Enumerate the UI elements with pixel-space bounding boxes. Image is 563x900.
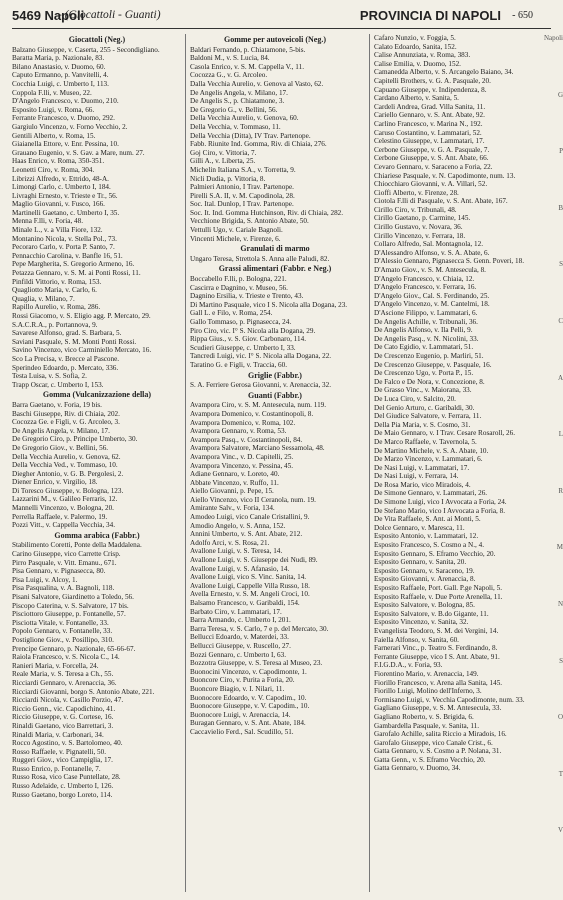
directory-entry: Russo Gaetano, borgo Loreto, 114. bbox=[12, 790, 113, 799]
directory-entry: Chiocchiaro Giovanni, v. A. Villari, 52. bbox=[374, 180, 488, 189]
directory-entry: Avella Ernesto, v. S. M. Angeli Croci, 10. bbox=[190, 590, 310, 599]
directory-entry: De Rosa Mario, vico Miradois, 4. bbox=[374, 480, 471, 489]
directory-entry: Pecoraro Carlo, v. Porta P. Santo, 7. bbox=[12, 243, 115, 252]
directory-entry: D'Alessio Gennaro, Pignasecca S. Genn. Poveri, 18. bbox=[374, 257, 525, 266]
directory-entry: Dalla Vecchia Aurelio, v. Genova al Vasto, 62. bbox=[190, 79, 324, 88]
directory-entry: Aiello Vincenzo, vico II Ceranola, num. 19. bbox=[190, 495, 316, 504]
directory-entry: Del Giudice Salvatore, v. Ferrara, 11. bbox=[374, 412, 482, 421]
directory-entry: Russo Enrico, p. Fontanelle, 7. bbox=[12, 764, 101, 773]
margin-fragment: S bbox=[559, 260, 563, 269]
directory-entry: Montanino Nicola, v. Stella Pol., 73. bbox=[12, 234, 117, 243]
directory-entry: Pirelli S.A. II, v. M. Capodinola, 28. bbox=[190, 191, 295, 200]
directory-entry: Rosso Raffaele, v. Pignatelli, 50. bbox=[12, 747, 107, 756]
directory-entry: D'Angelo Francesco, v. Chiaia, 12. bbox=[374, 274, 475, 283]
directory-entry: Cardano Alberto, v. Sanita, 5. bbox=[374, 94, 459, 103]
column-3 bbox=[374, 34, 534, 894]
directory-entry: Balsamo Francesco, v. Garibaldi, 154. bbox=[190, 599, 300, 607]
directory-entry: Cariello Gennaro, v. S. Ant. Abate, 92. bbox=[374, 111, 485, 120]
directory-entry: Carlino Francesco, v. Marina N., 192. bbox=[374, 119, 483, 128]
directory-entry: De Angelis Angela, v. Milano, 17. bbox=[190, 88, 288, 97]
directory-entry: Bozzi Gennaro, c. Umberto I, 63. bbox=[190, 650, 287, 659]
margin-fragment: A bbox=[557, 373, 563, 382]
directory-entry: De Falco e De Nora, v. Concezione, 8. bbox=[374, 377, 485, 386]
directory-entry: Grauano Eugenio, v. S. Gav. a Mare, num. 27. bbox=[12, 148, 145, 157]
directory-entry: Avampora Domenico, v. Roma, 102. bbox=[190, 418, 296, 427]
directory-entry: Bilano Anastasio, v. Duomo, 60. bbox=[12, 62, 106, 71]
directory-entry: Vincenti Michele, v. Firenze, 6. bbox=[190, 234, 281, 243]
directory-entry: Buoncore Biagio, v. I. Nilari, 11. bbox=[190, 684, 285, 693]
section-heading: Gomma (Vulcanizzazione della) bbox=[42, 390, 152, 400]
directory-entry: Esposito Vincenzo, v. Sanita, 32. bbox=[374, 618, 469, 627]
directory-entry: Esposito Antonio, v. Lammatari, 12. bbox=[374, 532, 479, 541]
directory-entry: Pisciotta Vitale, v. Fontanelle, 33. bbox=[12, 618, 109, 627]
province-title: PROVINCIA DI NAPOLI bbox=[359, 8, 501, 23]
directory-entry: Bellucci Giuseppe, v. Ruscello, 27. bbox=[190, 641, 291, 650]
directory-entry: Gatta Gennaro, v. Duomo, 34. bbox=[374, 764, 461, 773]
directory-entry: Pisa Gennaro, v. Pignasecca, 80. bbox=[12, 567, 106, 576]
directory-entry: Cocozza G., v. G. Arcoleo. bbox=[190, 71, 268, 80]
directory-entry: De Simone Luigi, vico I Avvocata a Foria, 24. bbox=[374, 498, 507, 507]
directory-entry: Della Vecchia Aurelio, v. Genova, 60. bbox=[190, 114, 299, 123]
directory-entry: De Crescenzo Ugo, v. Porta P., 15. bbox=[374, 369, 474, 378]
directory-entry: Esposito Francesco, S. Cosmo a N., 4. bbox=[374, 541, 485, 550]
directory-entry: Esposito Salvatore, v. Bologna, 85. bbox=[374, 601, 475, 610]
directory-entry: Baldoni M., v. S. Lucia, 84. bbox=[190, 54, 270, 63]
directory-entry: De Maio Gennaro, v. I Trav. Cesare Rosaroll, 26. bbox=[374, 429, 515, 438]
directory-entry: Evangelista Teodoro, S. M. dei Vergini, 14. bbox=[374, 626, 499, 635]
directory-entry: Gagliano Giuseppe, v. S. M. Antesecula, 33. bbox=[374, 704, 502, 713]
directory-entry: Ciotola F.lli di Pasquale, v. S. Ant. Abate, 167. bbox=[374, 197, 508, 206]
directory-entry: De Marco Raffaele, v. Tavernola, 5. bbox=[374, 437, 477, 446]
directory-entry: Mannelli Vincenzo, v. Bologna, 20. bbox=[12, 504, 114, 513]
directory-entry: De Angelis Achille, v. Tribunali, 36. bbox=[374, 317, 478, 326]
directory-entry: Bellucci Edoardo, v. Materdei, 33. bbox=[190, 633, 289, 642]
directory-entry: D'Alessandro Alfonso, v. S. A. Abate, 6. bbox=[374, 248, 490, 257]
directory-entry: Celestino Giuseppe, v. Lammatari, 17. bbox=[374, 137, 485, 146]
directory-entry: Esposito Raffaele, v. Due Porte Arenella, 11. bbox=[374, 592, 503, 601]
directory-entry: Amodeo Luigi, vico Canale Cristallini, 9. bbox=[190, 513, 310, 522]
directory-entry: Esposito Salvatore, v. B.do Gigante, 11. bbox=[374, 609, 489, 618]
directory-entry: Librizzi Alfredo, v. Ettrido, 48-A. bbox=[12, 174, 109, 183]
directory-entry: Russo Adelaide, c. Umberto I, 126. bbox=[12, 782, 114, 791]
directory-entry: Baschi Giuseppe, Riv. di Chiaia, 202. bbox=[12, 409, 120, 418]
directory-entry: Gallo Tommaso, p. Pignasecca, 24. bbox=[190, 318, 292, 326]
directory-entry: Stabilimento Coretti, Ponte della Maddalena. bbox=[12, 541, 142, 550]
directory-entry: Avampora Gennaro, v. Roma, 53. bbox=[190, 427, 287, 436]
margin-fragment: N bbox=[557, 599, 563, 608]
column-divider bbox=[369, 34, 370, 892]
directory-entry: Quaglia, v. Milano, 7. bbox=[12, 294, 75, 303]
directory-entry: D'Angelo Vincenzo, v. M. Cantelmi, 18. bbox=[374, 300, 490, 309]
directory-entry: Adolfo Arci, v. S. Rosa, 21. bbox=[190, 538, 270, 547]
directory-entry: De Simone Gennaro, v. Lammatari, 26. bbox=[374, 489, 488, 498]
page-header bbox=[12, 6, 551, 30]
directory-entry: Testa Luisa, v. S. Sofia, 2. bbox=[12, 372, 87, 381]
directory-entry: Avampora Pasq., v. Costantinopoli, 84. bbox=[190, 435, 303, 444]
directory-entry: Farnerari Vinc., p. Teatro S. Ferdinando, 8. bbox=[374, 644, 498, 653]
directory-entry: Gambardella Pasquale, v. Sanita, 11. bbox=[374, 721, 480, 730]
directory-entry: Taratino G. e Figli, v. Traccia, 60. bbox=[190, 360, 288, 369]
directory-entry: Formisano Luigi, v. Vecchia Capodimonte, num. 33. bbox=[374, 695, 525, 704]
directory-entry: Rippa Gius., v. S. Giov. Carbonaro, 114. bbox=[190, 335, 306, 344]
directory-entry: Casola Enrico, v. S. M. Cappella V., 11. bbox=[190, 62, 304, 71]
directory-entry: Pinfildi Vittorio, v. Roma, 153. bbox=[12, 277, 102, 286]
directory-entry: Caccavielio Ferd., Sal. Scudillo, 51. bbox=[190, 727, 294, 736]
directory-entry: Gilli A., v. Liberta, 25. bbox=[190, 157, 256, 166]
directory-entry: Michelin Italiana S.A., v. Torretta, 9. bbox=[190, 165, 296, 174]
directory-entry: Abbate Vincenzo, v. Ruffo, 11. bbox=[190, 478, 279, 487]
directory-entry: Barra Armando, c. Umberto I, 201. bbox=[190, 616, 291, 625]
directory-entry: Dolce Gennaro, v. Maresca, 11. bbox=[374, 523, 465, 532]
directory-entry: Gall L. e Filo, v. Roma, 254. bbox=[190, 309, 273, 318]
section-heading: Gomme per autoveicoli (Neg.) bbox=[223, 35, 327, 44]
directory-entry: Ricciardi Giovanni, borgo S. Antonio Abate, 221. bbox=[12, 687, 155, 696]
directory-entry: Gentili Alberto, v. Roma, 15. bbox=[12, 131, 96, 140]
directory-entry: Balzano Giuseppe, v. Caserta, 255 - Secondigliano. bbox=[12, 45, 160, 54]
directory-entry: Ferrante Giuseppe, vico I S. Ant. Abate, 91. bbox=[374, 652, 500, 661]
directory-entry: De Martino Michele, v. S. A. Abate, 10. bbox=[374, 446, 489, 455]
directory-entry: Livraghi Ernesto, v. Trieste e Tr., 56. bbox=[12, 191, 118, 200]
directory-entry: Calise Emilia, v. Duomo, 152. bbox=[374, 59, 461, 68]
directory-entry: Camanedda Alberto, v. S. Arcangelo Baiano, 34. bbox=[374, 68, 514, 77]
directory-entry: Di Martino Pasquale, vico I S. Nicola alla Dogana, 23. bbox=[190, 300, 348, 309]
directory-entry: Pisa Pasqualina, v. A. Bagnoli, 118. bbox=[12, 584, 115, 593]
directory-entry: Avampora Ciro, v. S. M. Antesecula, num. 119. bbox=[190, 401, 327, 410]
directory-entry: Pozzi Vitt., v. Cappella Vecchia, 34. bbox=[12, 521, 116, 530]
directory-entry: De Angelis Alfonso, v. Ila Pelli, 9. bbox=[374, 326, 473, 335]
directory-entry: De Marzo Vincenzo, v. Lammatari, 6. bbox=[374, 455, 483, 464]
directory-entry: Pirro Pasquale, v. Vitt. Emanu., 671. bbox=[12, 558, 117, 567]
directory-entry: Cerbone Giuseppe, v. S. Ant. Abate, 66. bbox=[374, 154, 489, 163]
directory-entry: Postiglione Giov., v. Posillipo, 310. bbox=[12, 635, 114, 644]
directory-entry: Raiola Francesco, v. S. Nicola C., 14. bbox=[12, 653, 120, 662]
directory-entry: Chiariese Pasquale, v. N. Capodimonte, num. 13. bbox=[374, 171, 516, 180]
directory-entry: Minale L., v. a Villa Fiore, 132. bbox=[12, 226, 103, 235]
directory-entry: Popolo Gennaro, v. Fontanelle, 33. bbox=[12, 627, 113, 636]
directory-entry: Saviani Pasquale, S. M. Monti Ponti Rossi. bbox=[12, 337, 137, 346]
directory-entry: Della Vecchia Aurelio, v. Genova, 62. bbox=[12, 452, 121, 461]
directory-entry: Riccio Genn., vic. Capodichino, 41. bbox=[12, 704, 116, 713]
directory-entry: Pisa Luigi, v. Alcoy, 1. bbox=[12, 575, 78, 584]
margin-strip bbox=[537, 34, 563, 894]
directory-entry: Riccio Giuseppe, v. G. Cortese, 16. bbox=[12, 713, 114, 722]
directory-entry: Avampora Vinc., v. D. Capitelli, 25. bbox=[190, 452, 294, 461]
directory-entry: Baldari Fernando, p. Chiatamone, 5-bis. bbox=[190, 45, 306, 54]
directory-entry: Vettulli Ugo, v. Cariale Bagnoli. bbox=[190, 226, 283, 235]
directory-entry: Haas Enrico, v. Roma, 350-351. bbox=[12, 157, 105, 166]
directory-entry: Carino Giuseppe, vico Carrette Crisp. bbox=[12, 550, 121, 559]
directory-entry: Limongi Carlo, c. Umberto I, 184. bbox=[12, 183, 111, 192]
directory-entry: Savarese Alfonso, grad. S. Barbara, 5. bbox=[12, 329, 122, 338]
margin-fragment: B bbox=[558, 203, 563, 212]
directory-entry: Bozzotra Giuseppe, v. S. Teresa al Museo, 23. bbox=[190, 659, 323, 668]
directory-entry: Gatta Genn., v. S. Eframo Vecchio, 20. bbox=[374, 755, 486, 764]
directory-entry: Savino Vincenzo, vico Carminiello Mercato, 16. bbox=[12, 346, 152, 355]
directory-entry: Prencipe Gennaro, p. Nazionale, 65-66-67. bbox=[12, 644, 136, 653]
directory-entry: Fiorentino Mario, v. Arenaccia, 149. bbox=[374, 669, 479, 678]
section-heading: Gomma arabica (Fabbr.) bbox=[54, 530, 140, 540]
directory-entry: Fiorillo Francesco, v. Arena alla Sanita, 145. bbox=[374, 678, 503, 687]
directory-entry: D'Angelo Giov., Cal. S. Ferdinando, 25. bbox=[374, 291, 490, 300]
margin-fragment: Napoli bbox=[543, 34, 563, 42]
directory-entry: Perrella Raffaele, v. Palermo, 19. bbox=[12, 512, 108, 521]
section-heading: Griglie (Fabbr.) bbox=[248, 370, 302, 380]
directory-entry: Annini Umberto, v. S. Ant. Abate, 212. bbox=[190, 530, 303, 539]
directory-entry: Scudieri Giuseppe, c. Umberto I, 33. bbox=[190, 343, 296, 352]
page-section-title: - (Giocattoli - Guanti) bbox=[58, 9, 161, 21]
directory-entry: Cioffi Alberto, v. Firenze, 28. bbox=[374, 188, 459, 197]
directory-entry: Collaro Alfredo, Sal. Montagnola, 12. bbox=[374, 240, 483, 249]
directory-entry: Esposito Gennaro, v. Saraceno, 19. bbox=[374, 566, 475, 575]
directory-entry: Baratta Maria, p. Nazionale, 83. bbox=[12, 54, 105, 63]
directory-entry: F.I.G.D.A., v. Foria, 93. bbox=[374, 661, 443, 670]
margin-fragment: G bbox=[557, 90, 563, 99]
margin-fragment: O bbox=[557, 713, 563, 722]
directory-entry: Fiorillo Luigi, Molino dell'Inferno, 3. bbox=[374, 687, 482, 696]
directory-entry: Faiella Alfonso, v. Sanita, 60. bbox=[374, 635, 459, 644]
directory-entry: Menna F.lli, v. Foria, 48. bbox=[12, 217, 84, 226]
directory-entry: Gatta Gennaro, v. S. Cosmo a P. Nolana, 31. bbox=[374, 747, 502, 756]
directory-entry: Barbato Ciro, v. Lammatari, 17. bbox=[190, 607, 282, 616]
directory-entry: Capuano Giuseppe, v. Indipendenza, 8. bbox=[374, 85, 487, 94]
directory-entry: Buonocore Giuseppe, v. V. Capodim., 10. bbox=[190, 702, 310, 711]
header-rule bbox=[12, 28, 551, 29]
directory-entry: Della Vecchia (Ditta), IV Trav. Partenope. bbox=[190, 131, 311, 140]
directory-entry: Cocchia Luigi, c. Umberto I, 113. bbox=[12, 79, 109, 88]
directory-entry: Dagnino Ersilia, v. Trieste e Trento, 43. bbox=[190, 292, 304, 301]
directory-entry: Piscopo Caterina, v. S. Salvatore, 17 bis. bbox=[12, 601, 129, 610]
margin-fragment: S bbox=[559, 656, 563, 665]
margin-fragment: V bbox=[557, 826, 563, 835]
directory-entry: Buoncore Ciro, v. Purita a Foria, 20. bbox=[190, 676, 295, 685]
directory-entry: De Cato Egidio, v. Lammatari, 51. bbox=[374, 343, 474, 352]
directory-entry: Giaianella Ettore, v. Enr. Pessina, 10. bbox=[12, 140, 119, 149]
directory-entry: Pisani Salvatore, Giardinetto a Toledo, 56. bbox=[12, 593, 134, 601]
directory-entry: Buonocini Vincenzo, v. Capodimonte, 1. bbox=[190, 667, 307, 676]
directory-entry: Cardeli Andrea, Grad. Villa Sanita, 11. bbox=[374, 102, 486, 111]
column-1 bbox=[12, 34, 182, 894]
margin-fragment: T bbox=[558, 769, 563, 778]
directory-entry: De Vita Raffaele, S. Ant. ai Monti, 5. bbox=[374, 515, 481, 524]
directory-entry: D'Angelo Francesco, v. Duomo, 210. bbox=[12, 97, 119, 106]
directory-entry: Cerbone Giuseppe, v. G. A. Pasquale, 7. bbox=[374, 145, 490, 154]
directory-entry: Pisciottoro Giuseppe, p. Fontanelle, 57. bbox=[12, 610, 126, 619]
directory-entry: Buragan Gennaro, v. S. Ant. Abate, 184. bbox=[190, 719, 306, 728]
directory-entry: Avallone Luigi, v. S. Teresa, 14. bbox=[190, 547, 283, 556]
directory-entry: Cirillo Vincenzo, v. Ferrara, 18. bbox=[374, 231, 466, 240]
directory-entry: Diener Enrico, v. Virgilio, 18. bbox=[12, 478, 98, 487]
directory-entry: Esposito Raffaele, Port. Gall. P.ge Napoli, 5. bbox=[374, 584, 503, 592]
directory-entry: Vecchione Brigida, S. Antonio Abate, 50. bbox=[190, 217, 309, 226]
directory-entry: Amirante Salv., v. Foria, 134. bbox=[190, 504, 275, 513]
margin-fragment: L bbox=[558, 430, 563, 439]
directory-entry: Trapp Oscar, c. Umberto I, 153. bbox=[12, 380, 104, 389]
column-2 bbox=[190, 34, 360, 894]
directory-entry: Caruso Costantino, v. Lammatari, 52. bbox=[374, 128, 482, 137]
section-heading: Granulati di marmo bbox=[240, 244, 310, 254]
section-heading: Guanti (Fabbr.) bbox=[248, 390, 302, 400]
directory-entry: Martinelli Gaetano, c. Umberto I, 35. bbox=[12, 208, 120, 217]
directory-entry: Aiello Giovanni, p. Pepe, 15. bbox=[190, 487, 274, 496]
directory-entry: Rapillo Aurelio, v. Roma, 286. bbox=[12, 303, 101, 312]
directory-entry: Barra Gaetano, v. Foria, 19 bis. bbox=[12, 400, 102, 409]
directory-entry: Avampora Salvatore, Marciano Sessamola, 48. bbox=[190, 444, 325, 453]
directory-entry: Della Vecchia, v. Tommaso, 11. bbox=[190, 122, 281, 131]
directory-entry: Soc. Ital. Dunlop, I Trav. Partenope. bbox=[190, 200, 294, 209]
page-right-number: - 650 bbox=[512, 10, 533, 21]
directory-entry: Cocozza Ge. e Figli, v. G. Arcoleo, 3. bbox=[12, 418, 120, 427]
directory-entry: Piro Ciro, vic. I° S. Nicola alla Dogana, 29. bbox=[190, 326, 316, 335]
directory-entry: Pennacchio Carolina, v. Banfle 16, 51. bbox=[12, 251, 123, 260]
directory-entry: Garofalo Achille, salita Riccio a Miradois, 16. bbox=[374, 730, 507, 739]
directory-entry: Avampora Vincenzo, v. Pessina, 45. bbox=[190, 461, 294, 470]
directory-entry: Tancredi Luigi, vic. I° S. Nicola alla Dogana, 22. bbox=[190, 352, 332, 361]
directory-entry: De Angelis Pasq., v. N. Nicolini, 33. bbox=[374, 334, 479, 343]
directory-entry: S. A. Ferriere Gerosa Giovanni, v. Arenaccia, 32. bbox=[190, 381, 332, 390]
directory-entry: Buonocore Luigi, v. Arenaccia, 14. bbox=[190, 710, 291, 719]
directory-entry: Calato Edoardo, Sanita, 152. bbox=[374, 42, 457, 51]
directory-entry: Adiane Gennaro, v. Loreto, 40. bbox=[190, 470, 280, 479]
directory-entry: Coppola F.lli, v. Museo, 22. bbox=[12, 88, 92, 97]
directory-entry: Barra Teresa, v. S. Carlo, 7 e p. del Mercato, 30. bbox=[190, 624, 329, 633]
directory-entry: Petazza Gennaro, v. S. M. ai Ponti Rossi, 11. bbox=[12, 269, 141, 278]
directory-entry: Rinaldi Maria, v. Carbonari, 34. bbox=[12, 730, 104, 739]
directory-entry: De Gregorio G., v. Bellini, 56. bbox=[190, 105, 278, 114]
directory-entry: Ungaro Teresa, Strettola S. Anna alle Paludi, 82. bbox=[190, 254, 330, 263]
directory-entry: Amodio Angelo, v. S. Anna, 152. bbox=[190, 521, 286, 530]
directory-entry: De Luca Ciro, v. Salcito, 20. bbox=[374, 394, 456, 403]
directory-entry: De Gregorio Ciro, p. Principe Umberto, 30. bbox=[12, 435, 138, 444]
directory-entry: Avallone Luigi, vico S. Vinc. Sanita, 14. bbox=[190, 573, 307, 582]
directory-entry: Quagliotto Maria, v. Carlo, 6. bbox=[12, 286, 97, 295]
directory-entry: Della Pia Maria, v. S. Cosmo, 31. bbox=[374, 420, 471, 429]
directory-entry: De Stefano Mario, vico I Avvocata a Foria, 8. bbox=[374, 506, 505, 515]
directory-entry: Buonocore Edoardo, v. V. Capodim., 10. bbox=[190, 693, 307, 702]
directory-entry: De Crescenzo Eugenio, p. Marliri, 51. bbox=[374, 351, 484, 360]
section-heading: Giocattoli (Neg.) bbox=[68, 35, 126, 44]
page-number: 5469 Napoli bbox=[12, 8, 85, 23]
directory-entry: Cirillo Gaetano, p. Carmine, 145. bbox=[374, 214, 471, 223]
directory-entry: Pepe Margherita, S. Gregorio Armeno, 16. bbox=[12, 260, 135, 269]
directory-entry: Cirillo Gustavo, v. Novara, 36. bbox=[374, 223, 463, 232]
directory-entry: Rossi Giacomo, v. S. Eligio agg. P. Mercato, 29. bbox=[12, 312, 151, 320]
directory-entry: Leonetti Ciro, v. Roma, 304. bbox=[12, 165, 95, 174]
directory-entry: Esposito Gennaro, S. Eframo Vecchio, 20. bbox=[374, 549, 496, 558]
directory-entry: De Angelis S., p. Chiatamone, 3. bbox=[190, 97, 285, 106]
directory-entry: De Crescenzo Giuseppe, v. Pasquale, 16. bbox=[374, 360, 492, 369]
margin-fragment: P bbox=[559, 147, 563, 156]
directory-entry: Fabb. Riunite Ind. Gomma, Riv. di Chiaia, 276. bbox=[190, 140, 327, 149]
directory-entry: Ferrante Francesco, v. Duomo, 292. bbox=[12, 114, 115, 123]
directory-entry: Cevaro Gennaro, v. Saraceno a Foria, 22. bbox=[374, 162, 493, 171]
directory-entry: Palmieri Antonio, I Trav. Partenope. bbox=[190, 183, 294, 192]
section-heading: Grassi alimentari (Fabbr. e Neg.) bbox=[218, 264, 332, 274]
directory-entry: Avallone Luigi, v. S. Afanasio, 14. bbox=[190, 564, 290, 573]
directory-entry: De Nasi Luigi, v. Lammatari, 17. bbox=[374, 463, 470, 472]
margin-fragment: C bbox=[558, 316, 563, 325]
directory-entry: Cascirra e Dagnino, v. Museo, 56. bbox=[190, 283, 288, 292]
directory-entry: Esposito Giovanni, v. Arenaccia, 8. bbox=[374, 575, 476, 584]
directory-entry: D'Amato Giov., v. S. M. Antesecula, 8. bbox=[374, 266, 486, 275]
directory-entry: Rinaldi Gaetano, vico Barrettari, 3. bbox=[12, 721, 114, 730]
directory-entry: Rocco Agostino, v. S. Bartolomeo, 40. bbox=[12, 739, 123, 748]
directory-entry: S.A.C.R.A., p. Portannova, 9. bbox=[12, 320, 98, 329]
directory-entry: Maglio Giovanni, v. Fusco, 166. bbox=[12, 200, 105, 209]
directory-entry: D'Ascione Filippo, v. Lammatari, 6. bbox=[374, 309, 478, 317]
directory-entry: Gargiulo Vincenzo, v. Forno Vecchio, 2. bbox=[12, 122, 128, 131]
directory-entry: Diegher Antonio, v. G. B. Pergolesi, 2. bbox=[12, 469, 124, 478]
directory-entry: Ranieri Maria, v. Forcella, 24. bbox=[12, 661, 99, 670]
directory-entry: Del Genio Arturo, c. Garibaldi, 30. bbox=[374, 403, 475, 412]
directory-entry: D'Angelo Francesco, v. Ferrara, 16. bbox=[374, 283, 477, 292]
column-divider bbox=[185, 34, 186, 892]
directory-entry: Reale Maria, v. S. Teresa a Ch., 55. bbox=[12, 670, 114, 679]
directory-entry: Nicli Dudia, p. Vittoria, 8. bbox=[190, 174, 266, 183]
directory-entry: Russo Rosa, vico Case Puntellate, 28. bbox=[12, 773, 121, 782]
directory-entry: Caputo Ermanno, p. Vanvitelli, 4. bbox=[12, 71, 109, 80]
directory-entry: Boccabello F.lli, p. Bologna, 221. bbox=[190, 275, 287, 284]
directory-entry: Ricciardi Nicola, v. Casillo Porzio, 47. bbox=[12, 696, 124, 705]
directory-entry: Garofalo Giuseppe, vico Canale Crist., 6. bbox=[374, 738, 493, 747]
directory-entry: Sco La Precisa, v. Brecce al Pascone. bbox=[12, 354, 120, 363]
directory-entry: De Angelis Angela, v. Milano, 17. bbox=[12, 426, 110, 435]
directory-entry: Ruggeri Giov., vico Campiglia, 17. bbox=[12, 756, 113, 765]
directory-entry: Gagliano Roberto, v. S. Brigida, 6. bbox=[374, 712, 474, 721]
directory-entry: Esposito Luigi, v. Roma, 66. bbox=[12, 105, 95, 114]
directory-entry: Di Toresco Giuseppe, v. Bologna, 123. bbox=[12, 486, 124, 495]
directory-entry: De Nasi Luigi, v. Ferrara, 14. bbox=[374, 472, 459, 481]
directory-entry: Avallone Luigi, v. S. Giuseppe dei Nudi, 89. bbox=[190, 556, 318, 565]
directory-entry: Avallone Luigi, Cappelle Villa Russo, 18. bbox=[190, 581, 310, 590]
directory-entry: Capitelli Brothers, v. G. A. Pasquale, 20. bbox=[374, 76, 491, 85]
directory-entry: Soc. It. Ind. Gomma Hutchinson, Riv. di Chiaia, 282. bbox=[190, 208, 344, 217]
directory-entry: Sperindeo Edoardo, p. Mercato, 336. bbox=[12, 363, 119, 372]
margin-fragment: M bbox=[556, 543, 563, 552]
directory-entry: Goj Ciro, v. Vittoria, 7. bbox=[190, 148, 257, 157]
directory-entry: De Gregorio Giov., v. Bellini, 56. bbox=[12, 443, 109, 452]
directory-entry: Ricciardi Gennaro, v. Arenaccia, 36. bbox=[12, 678, 117, 687]
directory-entry: Cirillo Ciro, v. Tribunali, 48. bbox=[374, 205, 457, 214]
directory-entry: Calise Annunziata, v. Roma, 383. bbox=[374, 51, 471, 60]
directory-entry: Lazzarini M., v. Galileo Ferraris, 12. bbox=[12, 495, 118, 504]
directory-entry: Esposito Gennaro, v. Sanita, 20. bbox=[374, 558, 467, 567]
directory-entry: De Grasso Vinc., v. Maiorana, 33. bbox=[374, 386, 472, 395]
directory-entry: Cafaro Nunzio, v. Foggia, 5. bbox=[374, 34, 456, 42]
directory-entry: Della Vecchia Ved., v. Tommaso, 10. bbox=[12, 461, 118, 470]
directory-entry: Avampora Domenico, v. Costantinopoli, 8. bbox=[190, 409, 314, 418]
margin-fragment: R bbox=[558, 486, 563, 495]
